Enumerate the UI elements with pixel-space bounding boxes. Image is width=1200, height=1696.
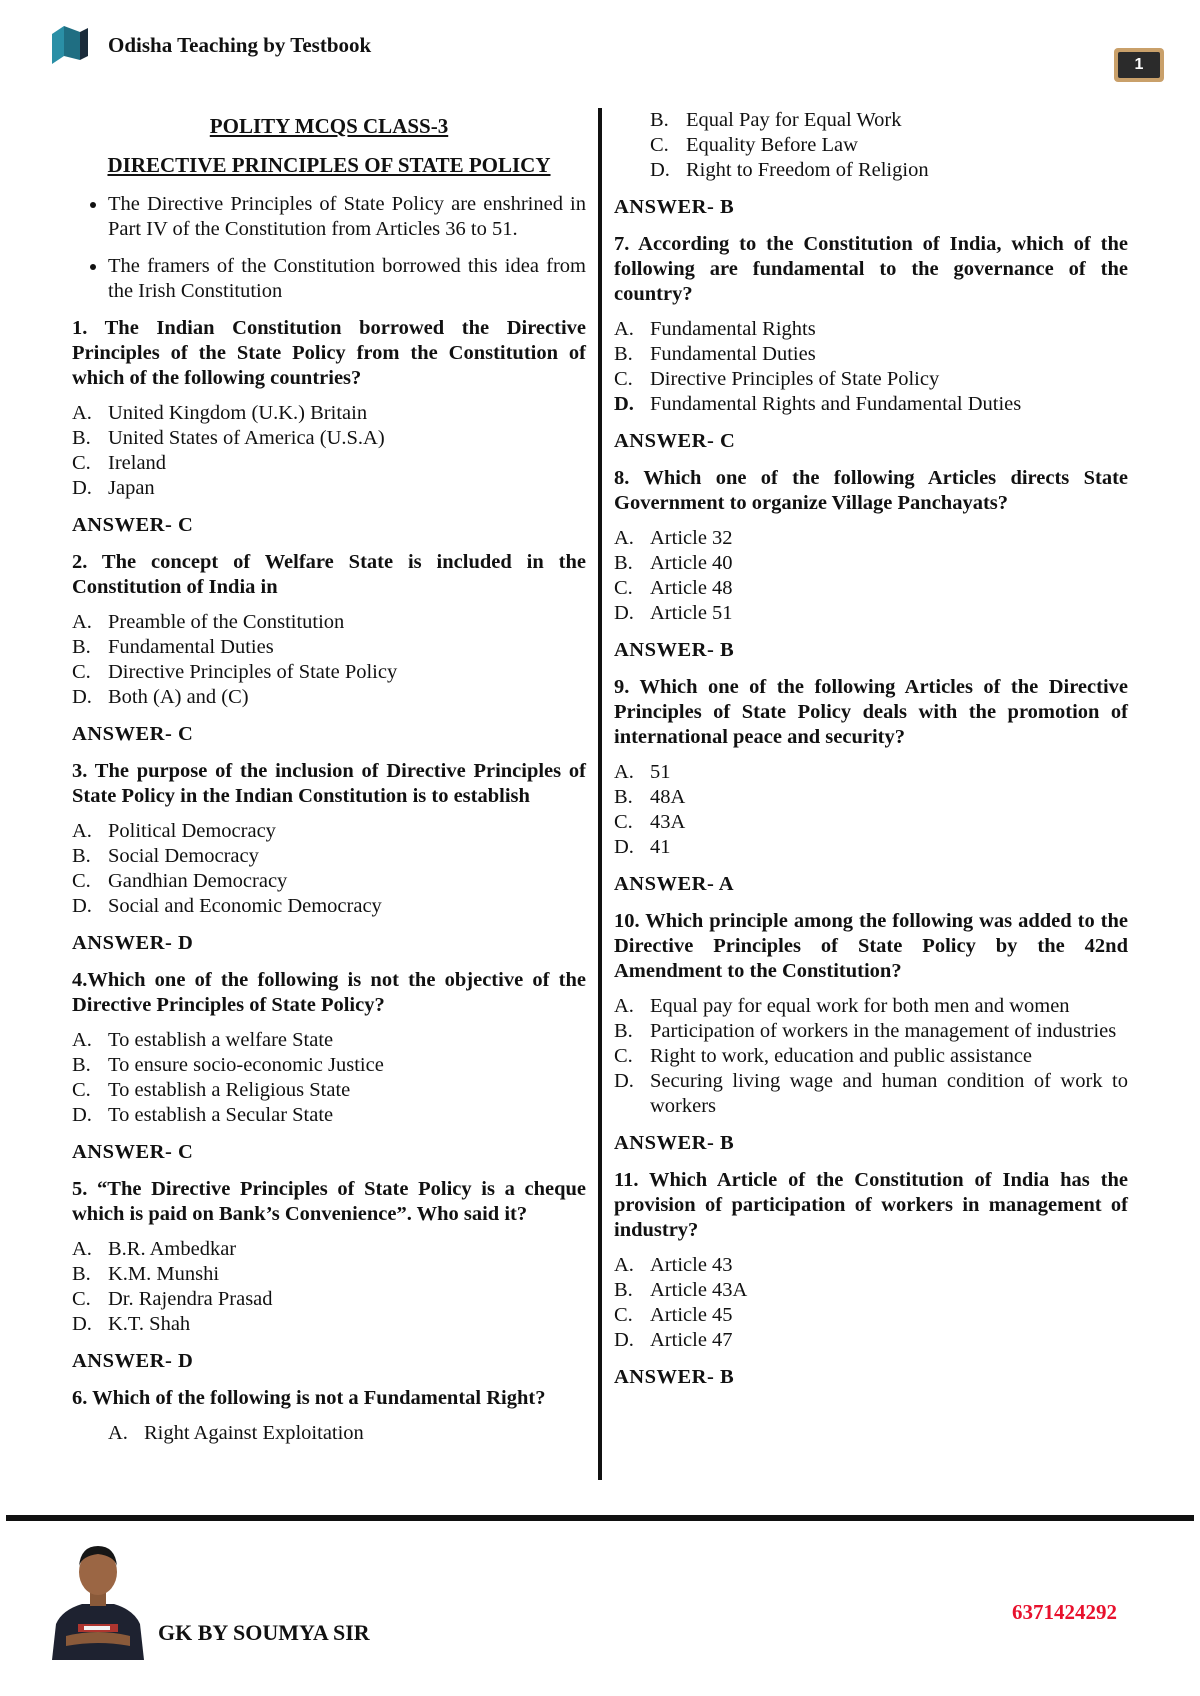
option-item: C. Directive Principles of State Policy <box>72 661 398 683</box>
right-column <box>614 108 1128 1402</box>
option-item: D. 41 <box>614 836 671 858</box>
option-item: D. Right to Freedom of Religion <box>650 159 929 181</box>
footer-phone: 6371424292 <box>1012 1600 1117 1624</box>
option-item: C. Right to work, education and public assistance <box>614 1045 1033 1067</box>
question-7: 7. According to the Constitution of India, which of the following are fundamental to the governance of the country? <box>614 233 1128 305</box>
option-item: B. Article 40 <box>614 552 733 574</box>
options-10 <box>614 994 1128 1119</box>
page-number: 1 <box>1118 52 1160 78</box>
option-item: C. Gandhian Democracy <box>72 870 288 892</box>
question-8: 8. Which one of the following Articles directs State Government to organize Village Panchayats? <box>614 467 1128 514</box>
options-9 <box>614 760 1128 860</box>
answer-5: ANSWER- D <box>72 1350 194 1372</box>
option-item: A. B.R. Ambedkar <box>72 1238 237 1260</box>
option-item: B. K.M. Munshi <box>72 1263 220 1285</box>
answer-6: ANSWER- B <box>614 196 735 218</box>
option-item: B. Fundamental Duties <box>72 636 274 658</box>
question-3: 3. The purpose of the inclusion of Directive Principles of State Policy in the Indian Constitution is to establish <box>72 760 586 807</box>
option-item: B. Article 43A <box>614 1279 748 1301</box>
option-item: A. Right Against Exploitation <box>108 1422 364 1444</box>
question-1: 1. The Indian Constitution borrowed the Directive Principles of the State Policy from the Constitution of which of the following countries? <box>72 317 586 389</box>
option-item: D. Japan <box>72 477 155 499</box>
page-number-badge <box>1114 48 1164 82</box>
option-item: B. Participation of workers in the management of industries <box>614 1020 1117 1042</box>
option-item: B. Fundamental Duties <box>614 343 816 365</box>
testbook-logo-icon <box>50 24 90 66</box>
question-4: 4.Which one of the following is not the objective of the Directive Principles of State Policy? <box>72 969 586 1016</box>
option-item: C. Ireland <box>72 452 167 474</box>
column-divider <box>598 108 602 1480</box>
option-item: B. To ensure socio-economic Justice <box>72 1054 384 1076</box>
option-item: A. 51 <box>614 761 671 783</box>
option-item: B. 48A <box>614 786 686 808</box>
answer-8: ANSWER- B <box>614 639 735 661</box>
question-10: 10. Which principle among the following was added to the Directive Principles of State Policy by the 42nd Amendment to the Constitution? <box>614 910 1128 982</box>
option-item: A. Equal pay for equal work for both men and women <box>614 995 1070 1017</box>
option-item: A. To establish a welfare State <box>72 1029 334 1051</box>
option-item: C. Article 48 <box>614 577 733 599</box>
options-8 <box>614 526 1128 626</box>
answer-11: ANSWER- B <box>614 1366 735 1388</box>
option-item: C. To establish a Religious State <box>72 1079 351 1101</box>
option-item: D. Social and Economic Democracy <box>72 895 382 917</box>
question-11: 11. Which Article of the Constitution of India has the provision of participation of workers in management of industry? <box>614 1169 1128 1241</box>
intro-bullets <box>72 192 586 304</box>
options-4 <box>72 1028 586 1128</box>
option-item: C. Directive Principles of State Policy <box>614 368 940 390</box>
options-6-part2 <box>614 108 1128 183</box>
answer-2: ANSWER- C <box>72 723 194 745</box>
question-6: 6. Which of the following is not a Fundamental Right? <box>72 1387 546 1409</box>
option-item: C. Article 45 <box>614 1304 733 1326</box>
option-item: A. Fundamental Rights <box>614 318 816 340</box>
option-item: D. Both (A) and (C) <box>72 686 249 708</box>
option-item: A. Article 32 <box>614 527 733 549</box>
option-item: C. Equality Before Law <box>650 134 858 156</box>
options-7 <box>614 317 1128 417</box>
bullet-item: • The framers of the Constitution borrowed this idea from the Irish Constitution <box>108 254 586 304</box>
answer-10: ANSWER- B <box>614 1132 735 1154</box>
option-item: D. To establish a Secular State <box>72 1104 334 1126</box>
option-item: A. Preamble of the Constitution <box>72 611 345 633</box>
options-2 <box>72 610 586 710</box>
options-3 <box>72 819 586 919</box>
option-item: B. United States of America (U.S.A) <box>72 427 385 449</box>
option-item: B. Equal Pay for Equal Work <box>650 109 902 131</box>
footer-name: GK BY SOUMYA SIR <box>158 1620 370 1645</box>
option-item: A. Political Democracy <box>72 820 276 842</box>
answer-7: ANSWER- C <box>614 430 736 452</box>
topic-title: DIRECTIVE PRINCIPLES OF STATE POLICY <box>107 153 551 177</box>
option-item: C. 43A <box>614 811 686 833</box>
option-item: D. K.T. Shah <box>72 1313 191 1335</box>
bullet-item: • The Directive Principles of State Policy are enshrined in Part IV of the Constitution from Articles 36 to 51. <box>108 192 586 242</box>
answer-4: ANSWER- C <box>72 1141 194 1163</box>
option-item: D. Article 47 <box>614 1329 733 1351</box>
option-item: A. United Kingdom (U.K.) Britain <box>72 402 368 424</box>
options-11 <box>614 1253 1128 1353</box>
question-5: 5. “The Directive Principles of State Policy is a cheque which is paid on Bank’s Convenience”. Who said it? <box>72 1178 586 1225</box>
options-6-part1 <box>72 1421 586 1446</box>
footer-rule <box>6 1515 1194 1521</box>
answer-3: ANSWER- D <box>72 932 194 954</box>
class-title: POLITY MCQS CLASS-3 <box>209 114 449 138</box>
answer-1: ANSWER- C <box>72 514 194 536</box>
answer-9: ANSWER- A <box>614 873 735 895</box>
option-item: D. Securing living wage and human condition of work to workers <box>614 1070 1128 1117</box>
option-item: D. Article 51 <box>614 602 733 624</box>
brand-title: Odisha Teaching by Testbook <box>108 33 372 57</box>
question-9: 9. Which one of the following Articles of the Directive Principles of State Policy deals with the promotion of international peace and security? <box>614 676 1128 748</box>
option-item: C. Dr. Rajendra Prasad <box>72 1288 273 1310</box>
option-item: B. Social Democracy <box>72 845 259 867</box>
option-item: D. Fundamental Rights and Fundamental Duties <box>614 393 1022 415</box>
options-1 <box>72 401 586 501</box>
options-5 <box>72 1237 586 1337</box>
left-column <box>72 108 586 1458</box>
teacher-avatar <box>48 1532 148 1660</box>
question-2: 2. The concept of Welfare State is included in the Constitution of India in <box>72 551 586 598</box>
option-item: A. Article 43 <box>614 1254 733 1276</box>
